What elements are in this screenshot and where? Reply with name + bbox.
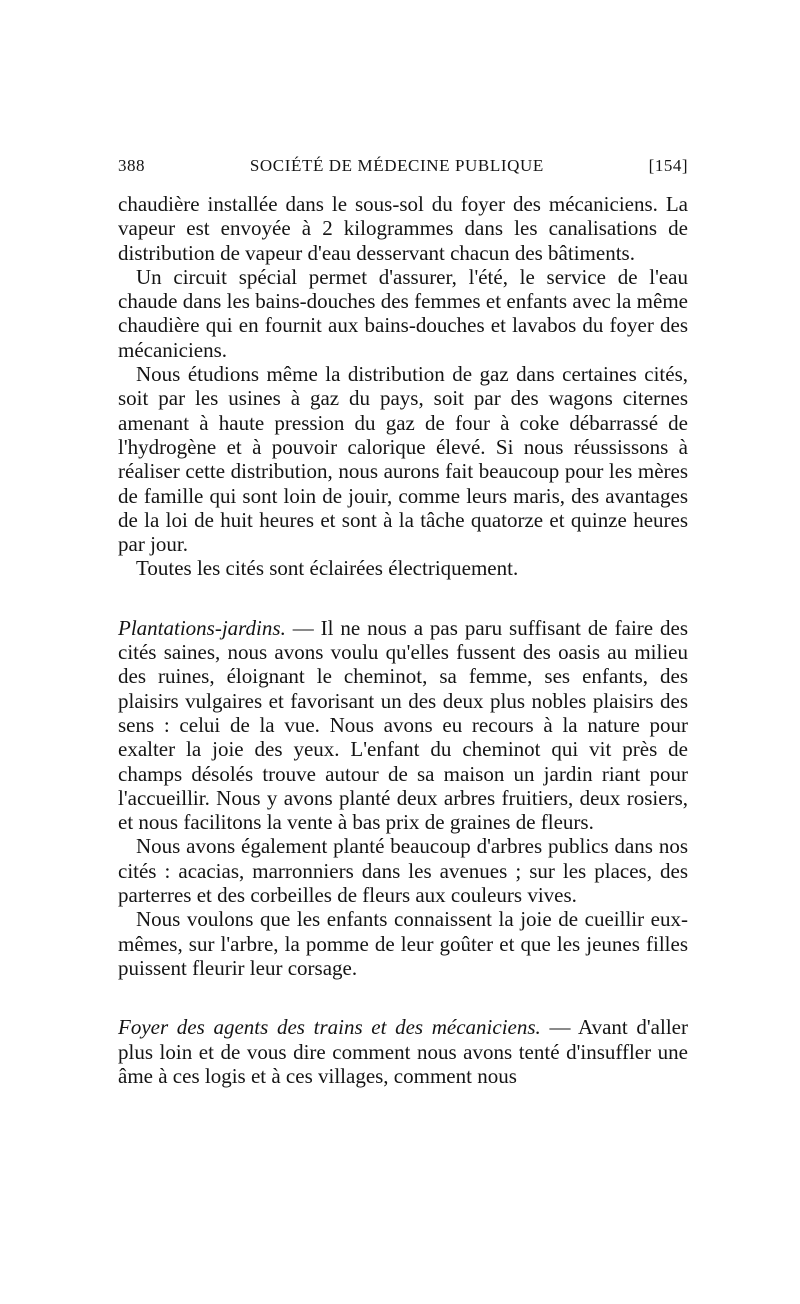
paragraph-foyer-agents xyxy=(118,1015,688,1088)
paragraph-public-trees xyxy=(118,834,688,907)
document-page xyxy=(118,156,688,1088)
paragraph-plantations-gardens xyxy=(118,616,688,835)
paragraph-text: Nous voulons que les enfants connaissent la joie de cueillir eux-mêmes, sur l'arbre, la pomme de leur goûter et que les jeunes filles puissent fleurir leur corsage. xyxy=(118,907,688,980)
paragraph-text: chaudière installée dans le sous-sol du foyer des mécaniciens. La vapeur est envoyée à 2 kilogrammes dans les canalisations de distribution de vapeur d'eau desservant chacun des bâtiments. xyxy=(118,192,688,265)
page-number: 388 xyxy=(118,156,145,175)
section-title-foyer: Foyer des agents des trains et des mécaniciens. xyxy=(118,1015,541,1040)
section-title-plantations: Plantations-jardins. xyxy=(118,615,286,640)
paragraph-children-joy xyxy=(118,907,688,980)
running-title: SOCIÉTÉ DE MÉDECINE PUBLIQUE xyxy=(249,156,544,175)
paragraph-text: Nous étudions même la distribution de gaz dans certaines cités, soit par les usines à gaz du pays, soit par des wagons citernes amenant à haute pression du gaz de four à coke débarrassé de l'hydrogène et à pouvoir calorique élevé. Si nous réussissons à réaliser cette distribution, nous aurons fait beaucoup pour les mères de famille qui sont loin de jouir, comme leurs maris, des avantages de la loi de huit heures et sont à la tâche quatorze et quinze heures par jour. xyxy=(118,362,688,557)
paragraph-heating-continuation xyxy=(118,192,688,265)
paragraph-text: Nous avons également planté beaucoup d'arbres publics dans nos cités : acacias, marronniers dans les avenues ; sur les places, des parterres et des corbeilles de fleurs aux couleurs vives. xyxy=(118,834,688,908)
page-header xyxy=(118,156,688,178)
paragraph-text: Toutes les cités sont éclairées électriquement. xyxy=(136,556,519,581)
section-gap xyxy=(118,980,688,1015)
paragraph-hot-water-circuit xyxy=(118,265,688,362)
paragraph-text: — Avant d'aller plus loin et de vous dire comment nous avons tenté d'insuffler une âme à ces logis et à ces villages, comment nous xyxy=(118,1015,688,1088)
paragraph-gas-distribution xyxy=(118,362,688,556)
paragraph-electric-lighting xyxy=(118,556,688,580)
section-gap xyxy=(118,581,688,616)
paragraph-text: — Il ne nous a pas paru suffisant de faire des cités saines, nous avons voulu qu'elles fussent des oasis au milieu des ruines, éloignant le cheminot, sa femme, ses enfants, des plaisirs vulgaires et favorisant un des deux plus nobles plaisirs des sens : celui de la vue. Nous avons eu recours à la nature pour exalter la joie des yeux. L'enfant du cheminot qui vit près de champs désolés trouve autour de sa maison un jardin riant pour l'accueillir. Nous y avons planté deux arbres fruitiers, deux rosiers, et nous facilitons la vente à bas prix de graines de fleurs. xyxy=(118,615,688,835)
paragraph-text: Un circuit spécial permet d'assurer, l'été, le service de l'eau chaude dans les bains-douches des femmes et enfants avec la même chaudière qui en fournit aux bains-douches et lavabos du foyer des mécaniciens. xyxy=(118,264,688,362)
folio-number: [154] xyxy=(648,156,688,175)
